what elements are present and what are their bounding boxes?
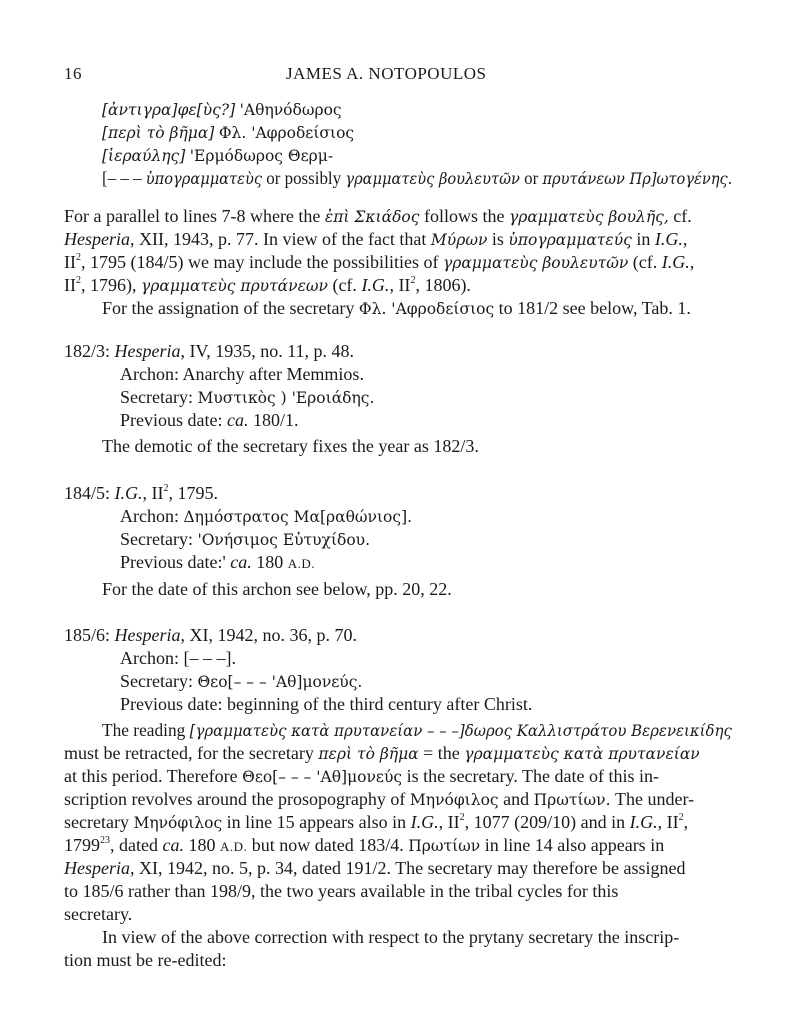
superscript: 23 (100, 835, 110, 846)
text: , XI, 1942, no. 5, p. 34, dated 191/2. The secretary may therefore be assigned (130, 858, 686, 878)
field-label: Secretary: (120, 529, 193, 549)
field-label: Previous date: (120, 410, 223, 430)
body-line (64, 274, 471, 297)
entry-heading (64, 482, 218, 504)
text: , II (389, 275, 411, 295)
text: but now dated 183/4. (251, 835, 404, 855)
inscription-bracket: [περὶ τὸ βῆμα] (102, 124, 215, 142)
body-line (102, 719, 732, 742)
inscription-text: or (524, 168, 539, 188)
text: II (64, 275, 76, 295)
superscript: 2 (459, 812, 465, 823)
field-value: beginning of the third century after Christ. (226, 694, 533, 714)
text: in line 15 appears also in (226, 812, 407, 832)
body-line (64, 228, 687, 251)
text: is the secretary. The date of this in- (406, 766, 659, 786)
body-line (64, 834, 664, 858)
journal-title: Hesperia (64, 858, 130, 878)
inscription-bracket: [ἱεραύλης] (102, 147, 186, 165)
field-value: 180 (256, 552, 284, 572)
journal-title: Hesperia (64, 229, 130, 249)
text: , 1795 (184/5) we may include the possibilities of (81, 252, 439, 272)
text: , II (142, 483, 164, 503)
citation: I.G. (410, 812, 439, 832)
citation: I.G. (361, 275, 390, 295)
text: at this period. Therefore (64, 766, 238, 786)
greek-text: γραμματεὺς βουλευτῶν (442, 254, 629, 272)
field-value: 'Ονήσιμος Εὐτυχίδου. (197, 531, 371, 549)
text: , II (438, 812, 460, 832)
body-line: secretary. (64, 904, 133, 924)
inscription-line (102, 167, 732, 190)
text: and (503, 789, 530, 809)
inscription-name: 'Ερμόδωρος Θερμ- (189, 147, 334, 165)
superscript: 2 (410, 275, 416, 286)
greek-text: Μηνόφιλος (409, 791, 499, 809)
field-value: Θεο[– – – 'Αθ]μονεύς. (197, 673, 363, 691)
body-line (64, 811, 688, 834)
citation: I.G. (114, 483, 143, 503)
page-number: 16 (64, 64, 82, 83)
greek-text: Μηνόφιλος (133, 814, 223, 832)
text: must be retracted, for the secretary (64, 743, 314, 763)
field-label: Archon: (120, 364, 179, 384)
entry-archon (120, 505, 412, 528)
circa: ca. (230, 552, 252, 572)
body-line: In view of the above correction with respect to the prytany secretary the inscrip- (102, 927, 680, 947)
body-line (102, 297, 691, 320)
citation: I.G. (629, 812, 658, 832)
citation: I.G., (654, 229, 688, 249)
entry-year: 185/6: (64, 625, 111, 645)
inscription-name: 'Αθηνόδωρος (239, 101, 342, 119)
inscription-text: or possibly (266, 168, 342, 188)
field-label: Previous date:' (120, 552, 226, 572)
text: scription revolves around the prosopography of (64, 789, 406, 809)
field-label: Previous date: (120, 694, 223, 714)
greek-text: Φλ. 'Αφροδείσιος (358, 300, 495, 318)
inscription-name: Φλ. 'Αφροδείσιος (218, 124, 355, 142)
greek-text: [γραμματεὺς κατὰ πρυτανείαν – – –]δωρος Καλλιστράτου Βερενεικίδης (189, 722, 732, 740)
greek-text: ὑπογραμματεύς (508, 231, 632, 249)
superscript: 2 (163, 483, 169, 494)
entry-secretary (120, 528, 370, 551)
text: follows the (423, 206, 505, 226)
text: , (683, 812, 689, 832)
body-line (64, 205, 692, 228)
entry-previous-date (120, 409, 299, 431)
greek-text: Θεο[– – – 'Αθ]μονεύς (242, 768, 403, 786)
text: (cf. (632, 252, 658, 272)
entry-heading (64, 340, 354, 362)
greek-text: γραμματεὺς πρυτάνεων (141, 277, 328, 295)
text: 180 (188, 835, 216, 855)
inscription-line (102, 144, 333, 167)
entry-previous-date (120, 693, 532, 715)
text: , 1796), (81, 275, 137, 295)
text: is (491, 229, 504, 249)
body-line (64, 251, 694, 274)
inscription-line (102, 98, 342, 121)
inscription-greek: πρυτάνεων Πρ]ωτογένης. (542, 170, 733, 188)
superscript: 2 (76, 275, 81, 286)
text: , II (657, 812, 679, 832)
greek-text: ἐπὶ Σκιάδος (324, 208, 420, 226)
body-line (64, 765, 659, 788)
text: cf. (673, 206, 692, 226)
inscription-greek: ὑπογραμματεὺς (145, 170, 263, 188)
field-value: Δημόστρατος Μα[ραθώνιος]. (183, 508, 413, 526)
journal-title: Hesperia (114, 341, 181, 361)
field-value: [– – –]. (183, 648, 236, 668)
entry-year: 182/3: (64, 341, 111, 361)
greek-text: γραμματεὺς κατὰ πρυτανείαν (464, 745, 700, 763)
field-label: Secretary: (120, 387, 193, 407)
text: 1799 (64, 835, 100, 855)
inscription-bracket: [ἀντιγρα]φε[ὺς?] (102, 101, 236, 119)
entry-heading (64, 624, 357, 646)
text: secretary (64, 812, 129, 832)
citation: , XI, 1942, no. 36, p. 70. (180, 625, 358, 645)
text: , 1806). (415, 275, 471, 295)
text: in (636, 229, 651, 249)
superscript: 2 (76, 252, 81, 263)
text: The reading (102, 720, 186, 740)
body-line: tion must be re-edited: (64, 950, 227, 970)
entry-year: 184/5: (64, 483, 111, 503)
text: The under- (615, 789, 695, 809)
body-line: to 185/6 rather than 198/9, the two years available in the tribal cycles for this (64, 881, 619, 901)
text: For a parallel to lines 7-8 where the (64, 206, 321, 226)
text: II (64, 252, 76, 272)
inscription-pre: [– – – (102, 168, 142, 188)
text: , XII, 1943, p. 77. In view of the fact that (130, 229, 427, 249)
text: to 181/2 see below, Tab. 1. (498, 298, 691, 318)
entry-archon (120, 363, 364, 385)
era: A.D. (287, 556, 316, 571)
circa: ca. (226, 410, 249, 430)
entry-previous-date (120, 551, 315, 575)
field-label: Archon: (120, 506, 179, 526)
citation: , IV, 1935, no. 11, p. 48. (180, 341, 355, 361)
greek-text: γραμματεὺς βουλῆς, (508, 208, 669, 226)
text: (cf. (332, 275, 357, 295)
greek-text: Μύρων (430, 231, 488, 249)
field-label: Secretary: (120, 671, 193, 691)
entry-secretary (120, 386, 374, 409)
inscription-line (102, 121, 354, 144)
era: A.D. (219, 839, 248, 854)
entry-secretary (120, 670, 362, 693)
field-label: Archon: (120, 648, 179, 668)
entry-archon (120, 647, 236, 669)
field-value: Anarchy after Memmios. (182, 364, 364, 384)
greek-text: Πρωτίων. (533, 791, 611, 809)
text: , 1795. (168, 483, 219, 503)
field-value: Μυστικὸς ) 'Εροιάδης. (197, 389, 375, 407)
inscription-greek: γραμματεὺς βουλευτῶν (345, 170, 520, 188)
greek-text: περὶ τὸ βῆμα (318, 745, 419, 763)
running-title: JAMES A. NOTOPOULOS (286, 64, 487, 83)
circa: ca. (162, 835, 184, 855)
text: , dated (110, 835, 158, 855)
journal-title: Hesperia (114, 625, 181, 645)
entry-note: The demotic of the secretary fixes the year as 182/3. (102, 436, 479, 456)
text: = the (423, 743, 460, 763)
text: For the assignation of the secretary (102, 298, 355, 318)
superscript: 2 (678, 812, 684, 823)
text: in line 14 also appears in (484, 835, 665, 855)
entry-note: For the date of this archon see below, pp. 20, 22. (102, 579, 452, 599)
body-line (64, 742, 700, 765)
citation: I.G., (661, 252, 695, 272)
text: , 1077 (209/10) and in (464, 812, 626, 832)
body-line (64, 857, 686, 879)
field-value: 180/1. (252, 410, 299, 430)
greek-text: Πρωτίων (408, 837, 481, 855)
body-line (64, 788, 694, 811)
